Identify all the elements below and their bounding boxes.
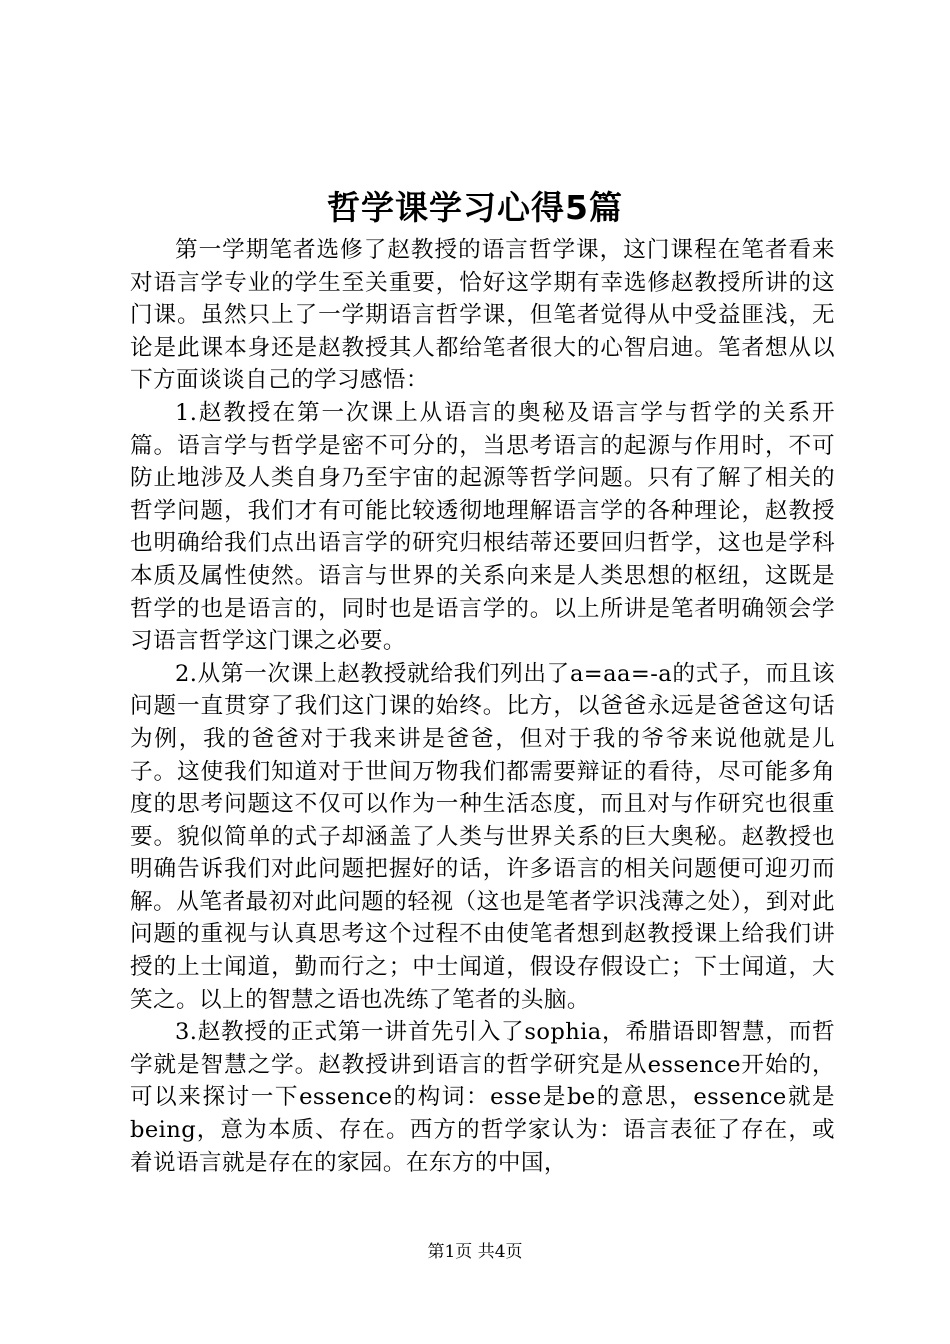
paragraph-point-2: 2.从第一次课上赵教授就给我们列出了a=aa=-a的式子，而且该问题一直贯穿了我们这门课的始终。比方，以爸爸永远是爸爸这句话为例，我的爸爸对于我来讲是爸爸，但对于我的爷爷来说他就是儿子。这使我们知道对于世间万物我们都需要辩证的看待，尽可能多角度的思考问题这不仅可以作为一种生活态度，而且对与作研究也很重要。貌似简单的式子却涵盖了人类与世界关系的巨大奥秘。赵教授也明确告诉我们对此问题把握好的话，许多语言的相关问题便可迎刃而解。从笔者最初对此问题的轻视（这也是笔者学识浅薄之处），到对此问题的重视与认真思考这个过程不由使笔者想到赵教授课上给我们讲授的上士闻道，勤而行之；中士闻道，假设存假设亡；下士闻道，大笑之。以上的智慧之语也冼练了笔者的头脑。 — [130, 660, 835, 1013]
paragraph-point-3: 3.赵教授的正式第一讲首先引入了sophia，希腊语即智慧，而哲学就是智慧之学。赵教授讲到语言的哲学研究是从essence开始的，可以来探讨一下essence的构词：esse是be的意思，essence就是being，意为本质、存在。西方的哲学家认为：语言表征了存在，或着说语言就是存在的家园。在东方的中国， — [130, 1019, 835, 1176]
paragraph-point-1: 1.赵教授在第一次课上从语言的奥秘及语言学与哲学的关系开篇。语言学与哲学是密不可分的，当思考语言的起源与作用时，不可防止地涉及人类自身乃至宇宙的起源等哲学问题。只有了解了相关的哲学问题，我们才有可能比较透彻地理解语言学的各种理论，赵教授也明确给我们点出语言学的研究归根结蒂还要回归哲学，这也是学科本质及属性使然。语言与世界的关系向来是人类思想的枢纽，这既是哲学的也是语言的，同时也是语言学的。以上所讲是笔者明确领会学习语言哲学这门课之必要。 — [130, 399, 835, 655]
document-body — [130, 234, 835, 1179]
page-number-footer: 第1页 共4页 — [427, 1242, 523, 1262]
document-title: 哲学课学习心得5篇 — [327, 188, 623, 227]
paragraph-intro: 第一学期笔者选修了赵教授的语言哲学课，这门课程在笔者看来对语言学专业的学生至关重要，恰好这学期有幸选修赵教授所讲的这门课。虽然只上了一学期语言哲学课，但笔者觉得从中受益匪浅，无论是此课本身还是赵教授其人都给笔者很大的心智启迪。笔者想从以下方面谈谈自己的学习感悟： — [130, 237, 835, 394]
